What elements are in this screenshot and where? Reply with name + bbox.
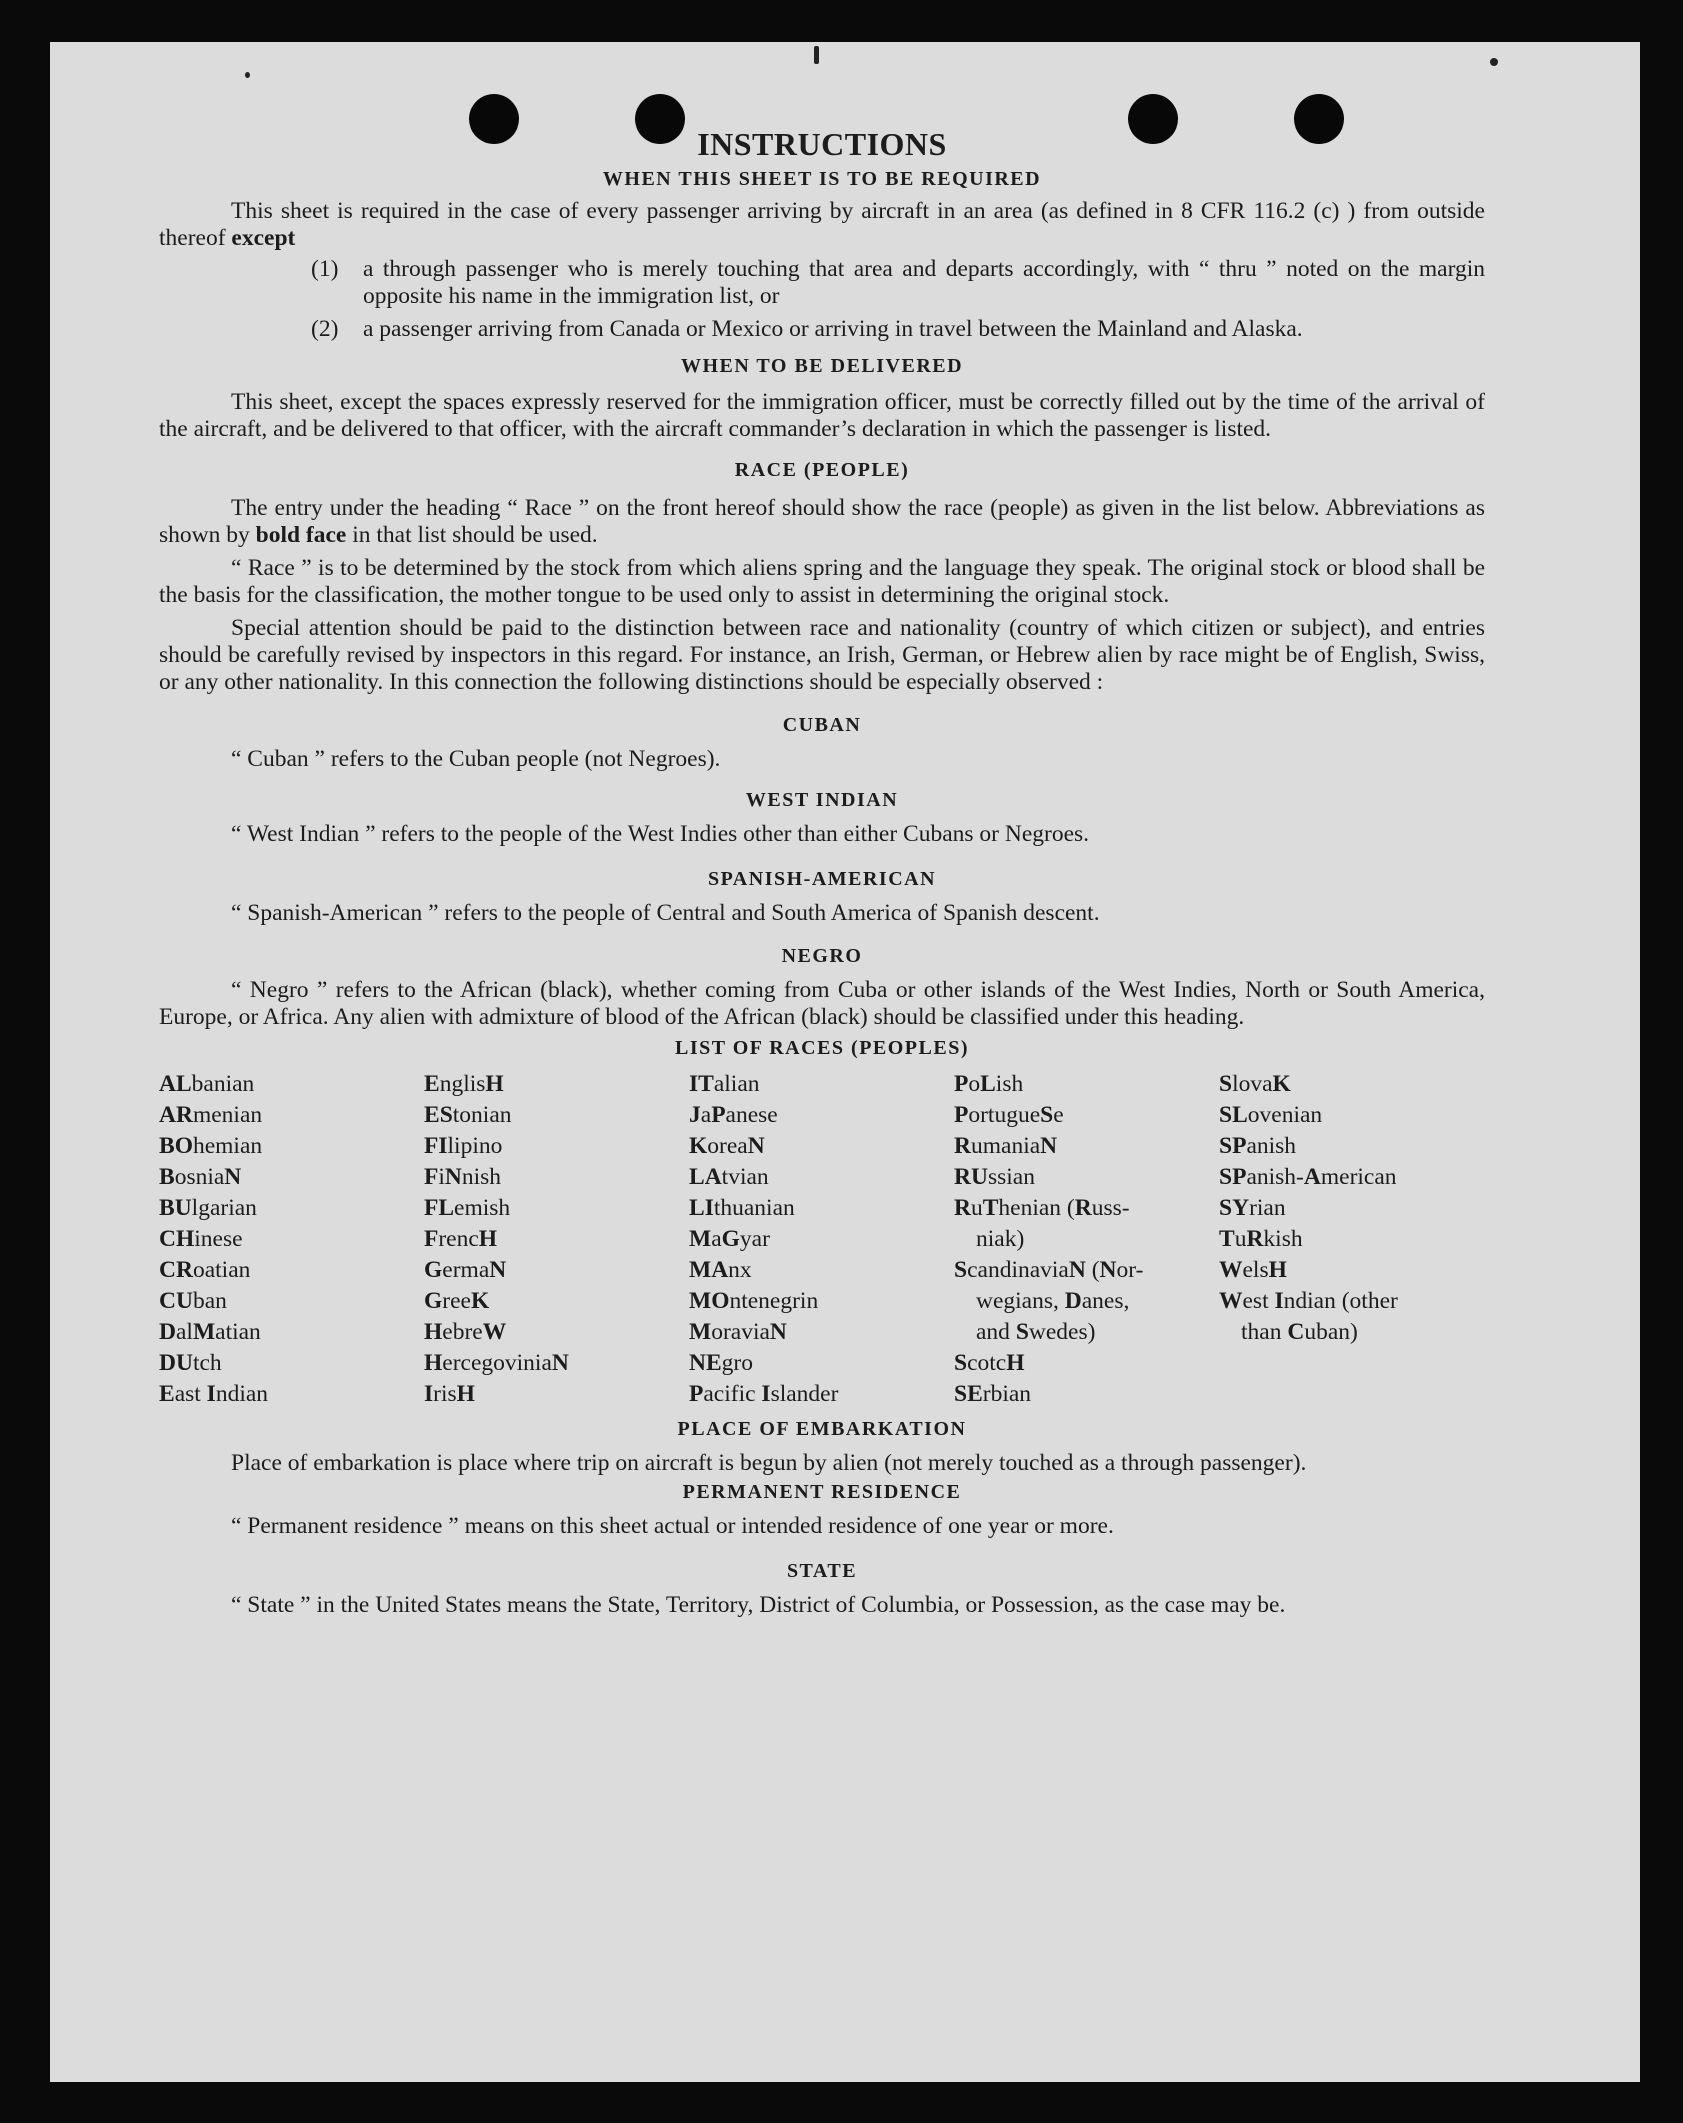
race-entry: ARmenian: [159, 1102, 263, 1128]
when-required-intro: [159, 198, 1485, 252]
section-heading-negro: NEGRO: [781, 945, 863, 967]
race-entry: BosniaN: [159, 1164, 242, 1190]
race-entry: KoreaN: [689, 1133, 765, 1159]
negro-text: “ Negro ” refers to the African (black), whether coming from Cuba or other islands of the West Indies, North or South America, Europe, or Africa. Any alien with admixture of blood of the African (black) should be classified under this heading.: [159, 977, 1485, 1030]
state-text: “ State ” in the United States means the State, Territory, District of Columbia, or Possession, as the case may be.: [231, 1592, 1286, 1618]
race-entry: MAnx: [689, 1257, 752, 1283]
race-entry: FIlipino: [424, 1133, 503, 1159]
instructions-content: [159, 124, 1485, 1619]
item-text: a passenger arriving from Canada or Mexico or arriving in travel between the Mainland and Alaska.: [363, 316, 1303, 342]
west-indian-text: “ West Indian ” refers to the people of the West Indies other than either Cubans or Negroes.: [231, 821, 1090, 847]
section-heading-residence: PERMANENT RESIDENCE: [682, 1481, 962, 1503]
section-heading-when-required: WHEN THIS SHEET IS TO BE REQUIRED: [602, 168, 1042, 190]
section-heading-race: RACE (PEOPLE): [734, 459, 910, 481]
race-entry: SYrian: [1219, 1195, 1286, 1221]
race-entry: TuRkish: [1219, 1226, 1303, 1252]
race-entry: CRoatian: [159, 1257, 251, 1283]
race-entry: IrisH: [424, 1381, 475, 1407]
intro-text: This sheet is required in the case of every passenger arriving by aircraft in an area (as defined in 8 CFR 116.2 (c) ) from outside thereof: [159, 198, 1485, 251]
races-column: [159, 1069, 424, 1410]
section-heading-cuban: CUBAN: [782, 714, 862, 736]
race-entry: BUlgarian: [159, 1195, 257, 1221]
race-p1-text-end: in that list should be used.: [352, 522, 598, 548]
race-p1-bold: bold face: [255, 522, 347, 548]
races-column: [424, 1069, 689, 1410]
speck: [814, 46, 819, 64]
race-entry: RUssian: [954, 1164, 1035, 1190]
residence-text: “ Permanent residence ” means on this sheet actual or intended residence of one year or more.: [231, 1513, 1114, 1539]
race-entry: FiNnish: [424, 1164, 502, 1190]
race-p1-text: The entry under the heading “ Race ” on the front hereof should show the race (people) as given in the list below. Abbreviations as shown by: [159, 495, 1485, 548]
race-entry: ITalian: [689, 1071, 760, 1097]
race-entry: ScandinaviaN (Nor-: [954, 1257, 1144, 1283]
race-entry: LAtvian: [689, 1164, 769, 1190]
race-paragraph-1: [159, 495, 1485, 549]
race-entry: Pacific Islander: [689, 1381, 839, 1407]
section-heading-embarkation: PLACE OF EMBARKATION: [677, 1418, 967, 1440]
race-entry: GreeK: [424, 1288, 490, 1314]
race-entry: EStonian: [424, 1102, 512, 1128]
race-entry: and Swedes): [976, 1319, 1096, 1345]
race-paragraph-3: Special attention should be paid to the distinction between race and nationality (country of which citizen or subject), and entries should be carefully revised by inspectors in this regard. For instance, an Irish, German, or Hebrew alien by race might be of English, Swiss, or any other nationality. In this connection the following distinctions should be especially observed :: [159, 615, 1485, 695]
section-heading-spanish-american: SPANISH-AMERICAN: [707, 868, 937, 890]
race-entry: SPanish-American: [1219, 1164, 1397, 1190]
race-entry: wegians, Danes,: [976, 1288, 1130, 1314]
race-entry: SlovaK: [1219, 1071, 1291, 1097]
race-entry: East Indian: [159, 1381, 269, 1407]
intro-bold: except: [231, 225, 296, 251]
section-heading-when-delivered: WHEN TO BE DELIVERED: [680, 355, 964, 377]
race-entry: WelsH: [1219, 1257, 1287, 1283]
race-paragraph-2: “ Race ” is to be determined by the stock from which aliens spring and the language they speak. The original stock or blood shall be the basis for the classification, the mother tongue to be used only to assist in determining the original stock.: [159, 555, 1485, 608]
race-entry: SErbian: [954, 1381, 1032, 1407]
race-entry: ALbanian: [159, 1071, 255, 1097]
races-column: [689, 1069, 954, 1410]
race-entry: DalMatian: [159, 1319, 261, 1345]
race-entry: JaPanese: [689, 1102, 778, 1128]
race-entry: West Indian (other: [1219, 1288, 1398, 1314]
race-entry: HebreW: [424, 1319, 507, 1345]
cuban-text: “ Cuban ” refers to the Cuban people (not Negroes).: [231, 746, 721, 772]
race-entry: PortugueSe: [954, 1102, 1064, 1128]
race-entry: EnglisH: [424, 1071, 504, 1097]
item-number: (1): [311, 256, 339, 282]
spanish-american-text: “ Spanish-American ” refers to the people of Central and South America of Spanish descent.: [231, 900, 1100, 926]
exception-item: [311, 256, 1485, 310]
section-heading-races-list: LIST OF RACES (PEOPLES): [674, 1037, 969, 1059]
race-entry: RumaniaN: [954, 1133, 1058, 1159]
item-text: a through passenger who is merely touching that area and departs accordingly, with “ thru ” noted on the margin opposite his name in the immigration list, or: [363, 256, 1485, 309]
race-entry: RuThenian (Russ-: [954, 1195, 1130, 1221]
race-entry: MOntenegrin: [689, 1288, 819, 1314]
race-entry: FrencH: [424, 1226, 498, 1252]
speck: [1490, 58, 1498, 66]
speck: [245, 72, 250, 78]
race-entry: SLovenian: [1219, 1102, 1323, 1128]
race-entry: PoLish: [954, 1071, 1024, 1097]
section-heading-west-indian: WEST INDIAN: [745, 789, 899, 811]
races-column: [1219, 1069, 1485, 1410]
embarkation-text: Place of embarkation is place where trip on aircraft is begun by alien (not merely touched as a through passenger).: [231, 1450, 1307, 1476]
races-list: [159, 1069, 1485, 1410]
race-entry: HercegoviniaN: [424, 1350, 569, 1376]
race-entry: NEgro: [689, 1350, 753, 1376]
section-heading-state: STATE: [786, 1560, 858, 1582]
race-entry: than Cuban): [1241, 1319, 1358, 1345]
exception-item: [311, 316, 1485, 343]
race-entry: BOhemian: [159, 1133, 263, 1159]
race-entry: DUtch: [159, 1350, 222, 1376]
race-entry: FLemish: [424, 1195, 511, 1221]
race-entry: ScotcH: [954, 1350, 1025, 1376]
page-title: INSTRUCTIONS: [697, 126, 947, 162]
race-entry: SPanish: [1219, 1133, 1297, 1159]
races-column: [954, 1069, 1219, 1410]
race-entry: MaGyar: [689, 1226, 770, 1252]
race-entry: CHinese: [159, 1226, 243, 1252]
race-entry: niak): [976, 1226, 1025, 1252]
when-delivered-text: This sheet, except the spaces expressly reserved for the immigration officer, must be correctly filled out by the time of the arrival of the aircraft, and be delivered to that officer, with the aircraft commander’s declaration in which the passenger is listed.: [159, 389, 1485, 442]
race-entry: CUban: [159, 1288, 227, 1314]
race-entry: MoraviaN: [689, 1319, 787, 1345]
race-entry: GermaN: [424, 1257, 507, 1283]
item-number: (2): [311, 316, 339, 342]
race-entry: LIthuanian: [689, 1195, 795, 1221]
